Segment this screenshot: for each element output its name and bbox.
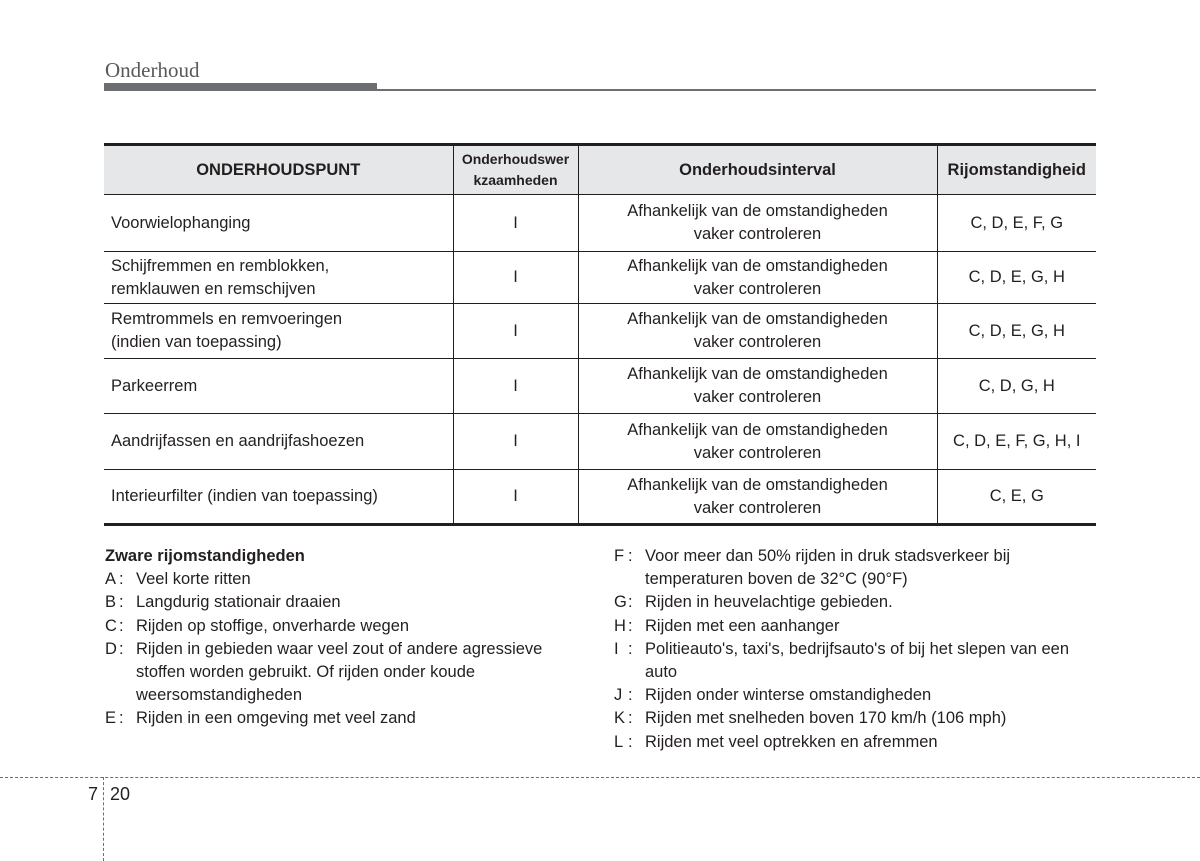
row-item: Parkeerrem xyxy=(104,359,453,414)
row-work: I xyxy=(453,195,578,252)
header-item: ONDERHOUDSPUNT xyxy=(104,145,453,195)
condition-item: L : Rijden met veel optrekken en afremmen xyxy=(614,732,938,751)
table-row xyxy=(104,414,1096,470)
header-interval: Onderhoudsinterval xyxy=(578,145,937,195)
table-row xyxy=(104,359,1096,414)
condition-item: F : Voor meer dan 50% rijden in druk stadsverkeer bij temperaturen boven de 32°C (90°F) xyxy=(614,547,1011,589)
condition-item: H : Rijden met een aanhanger xyxy=(614,616,840,635)
table-row xyxy=(104,195,1096,252)
header-rule xyxy=(104,89,1096,91)
page-number-value: 20 xyxy=(110,784,131,804)
row-work: I xyxy=(453,359,578,414)
row-condition: C, D, G, H xyxy=(937,359,1096,414)
section-title: Onderhoud xyxy=(105,58,200,82)
header-work-line1: Onderhoudswer xyxy=(461,151,570,167)
row-item: Interieurfilter (indien van toepassing) xyxy=(104,470,453,525)
condition-item: C : Rijden op stoffige, onverharde wegen xyxy=(105,616,410,635)
row-interval: Afhankelijk van de omstandigheden vaker controleren xyxy=(578,252,937,304)
condition-item: J : Rijden onder winterse omstandigheden xyxy=(614,686,932,705)
row-item: Voorwielophanging xyxy=(104,195,453,252)
row-item: Remtrommels en remvoeringen (indien van toepassing) xyxy=(104,304,453,359)
header-work-line2: kzaamheden xyxy=(473,172,558,188)
maintenance-table xyxy=(104,143,1096,526)
table-row xyxy=(104,252,1096,304)
row-interval: Afhankelijk van de omstandigheden vaker controleren xyxy=(578,414,937,470)
row-work: I xyxy=(453,414,578,470)
row-condition: C, D, E, G, H xyxy=(937,252,1096,304)
row-interval: Afhankelijk van de omstandigheden vaker controleren xyxy=(578,470,937,525)
row-condition: C, D, E, G, H xyxy=(937,304,1096,359)
row-condition: C, D, E, F, G xyxy=(937,195,1096,252)
condition-item: A : Veel korte ritten xyxy=(105,570,251,589)
row-condition: C, E, G xyxy=(937,470,1096,525)
row-work: I xyxy=(453,252,578,304)
row-interval: Afhankelijk van de omstandigheden vaker controleren xyxy=(578,195,937,252)
footer-rule xyxy=(0,777,1200,778)
legend-title: Zware rijomstandigheden xyxy=(105,547,305,565)
header-work xyxy=(453,145,578,195)
table-row xyxy=(104,470,1096,525)
condition-item: K : Rijden met snelheden boven 170 km/h (106 mph) xyxy=(614,709,1007,728)
row-item: Schijfremmen en remblokken, remklauwen en remschijven xyxy=(104,252,453,304)
footer-margin-rule xyxy=(103,777,104,861)
table-row xyxy=(104,304,1096,359)
legend-left-column xyxy=(105,545,575,731)
row-work: I xyxy=(453,304,578,359)
header-condition: Rijomstandigheid xyxy=(937,145,1096,195)
chapter-number: 7 xyxy=(88,784,99,804)
condition-item: D : Rijden in gebieden waar veel zout of andere agressieve stoffen worden gebruikt. Of rijden onder koude weersomstandigheden xyxy=(105,639,543,705)
row-condition: C, D, E, F, G, H, I xyxy=(937,414,1096,470)
table-header-row xyxy=(104,145,1096,195)
condition-item: B : Langdurig stationair draaien xyxy=(105,593,341,612)
condition-item: E : Rijden in een omgeving met veel zand xyxy=(105,709,416,728)
row-item: Aandrijfassen en aandrijfashoezen xyxy=(104,414,453,470)
condition-item: G : Rijden in heuvelachtige gebieden. xyxy=(614,593,893,612)
row-interval: Afhankelijk van de omstandigheden vaker controleren xyxy=(578,359,937,414)
legend-right-column xyxy=(614,545,1099,754)
row-work: I xyxy=(453,470,578,525)
row-interval: Afhankelijk van de omstandigheden vaker controleren xyxy=(578,304,937,359)
condition-item: I : Politieauto's, taxi's, bedrijfsauto's of bij het slepen van een auto xyxy=(614,639,1070,682)
